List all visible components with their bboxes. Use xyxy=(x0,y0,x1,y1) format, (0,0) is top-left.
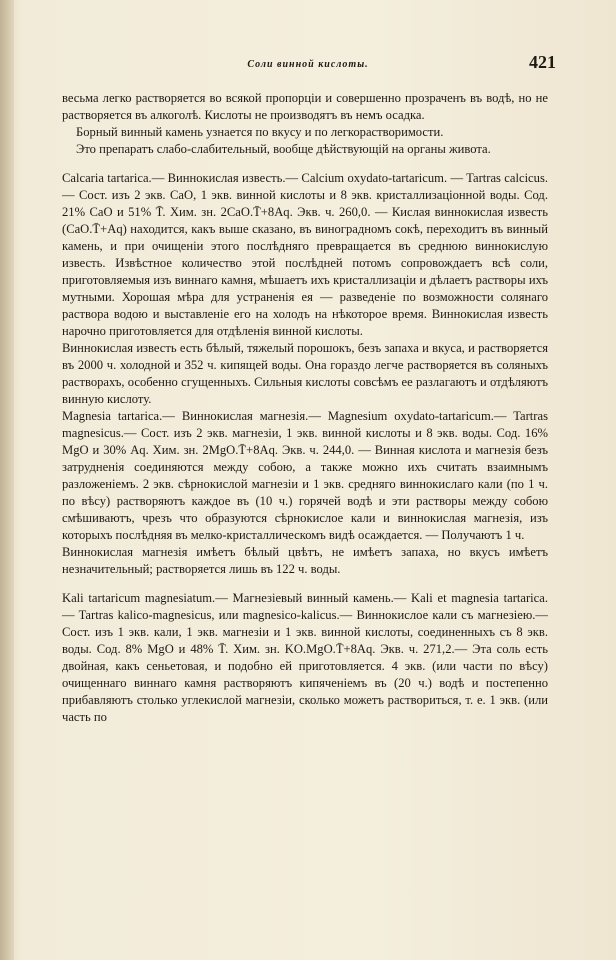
paragraph-calcium-properties: Виннокислая известь есть бѣлый, тяжелый порошокъ, безъ запаха и вкуса, и растворяется въ 2000 ч. холодной и 352 ч. кипящей воды. Она гораздо легче растворяется въ соляныхъ растворахъ, особенно сгущенныхъ. Сильныя кислоты совсѣмъ ее разлагаютъ и отдѣляютъ винную кислоту. xyxy=(62,341,548,406)
entry-calcaria-tartarica: Calcaria tartarica.— Виннокислая известь.— Calcium oxydato-tartaricum. — Tartras calcicus. — Сост. изъ 2 экв. CaO, 1 экв. винной кислоты и 8 экв. кристаллизаціонной воды. Сод. 21% CaO и 51% T̄. Хим. зн. 2CaO.T̄+8Aq. Экв. ч. 260,0. — Кислая виннокислая известь (CaO.T̄+Aq) находится, какъ выше сказано, въ виноградномъ сокѣ, переходитъ въ винный камень, и при очищеніи этого послѣдняго превращается въ среднюю виннокислую известь. Извѣстное количество этой послѣдней потомъ сопровождаетъ всѣ соли, приготовляемыя изъ виннаго камня, мѣшаетъ ихъ кристаллизаціи и дѣлаетъ растворы ихъ мутными. Хорошая мѣра для устраненія ея — разведеніе по возможности солянаго раствора водою и выставленіе его на холодъ на нѣкоторое время. Виннокислая известь нарочно приготовляется для отдѣленія винной кислоты. xyxy=(62,171,548,338)
paragraph-continuation: весьма легко растворяется во всякой пропорціи и совершенно прозраченъ въ водѣ, но не растворяется въ алкоголѣ. Кислоты не производятъ въ немъ осадка. xyxy=(62,91,548,122)
page-spine-shadow xyxy=(0,0,14,960)
page-number: 421 xyxy=(529,52,556,72)
paragraph-preparation: Это препаратъ слабо-слабительный, вообще дѣйствующій на органы живота. xyxy=(76,142,491,156)
paragraph-magnesia-properties: Виннокислая магнезія имѣетъ бѣлый цвѣтъ, не имѣетъ запаха, но вкусъ имѣетъ незначительный; растворяется лишь въ 122 ч. воды. xyxy=(62,545,548,576)
page-header xyxy=(60,52,556,76)
paragraph-borax-tartar: Борный винный камень узнается по вкусу и по легкорастворимости. xyxy=(76,125,444,139)
page-body xyxy=(62,90,548,726)
entry-kali-tartaricum-magnesiatum: Kali tartaricum magnesiatum.— Магнезіевый винный камень.— Kali et magnesia tartarica. — Tartras kalico-magnesicus, или magnesico-kalicus.— Виннокислое кали съ магнезіею.— Сост. изъ 1 экв. кали, 1 экв. магнезіи и 1 экв. винной кислоты, соединенныхъ съ 8 экв. воды. Сод. 8% MgO и 48% T̄. Хим. зн. KO.MgO.T̄+8Aq. Экв. ч. 271,2.— Эта соль есть двойная, какъ сеньетовая, и подобно ей приготовляется. 4 экв. (или части по вѣсу) очищеннаго виннаго камня растворяютъ кипяченіемъ въ (20 ч.) водѣ и постепенно прибавляютъ столько углекислой магнезіи, сколько можетъ раствориться, т. е. 1 экв. (или часть по xyxy=(62,591,548,724)
running-title: Соли винной кислоты. xyxy=(247,59,369,70)
entry-magnesia-tartarica: Magnesia tartarica.— Виннокислая магнезія.— Magnesium oxydato-tartaricum.— Tartras magnesicus.— Сост. изъ 2 экв. магнезіи, 1 экв. винной кислоты и 8 экв. воды. Сод. 16% MgO и 30% Aq. Хим. зн. 2MgO.T̄+8Aq. Экв. ч. 244,0. — Винная кислота и магнезія безъ затрудненія соединяются между собою, а также можно ихъ считать взаимнымъ разложеніемъ. 2 экв. сѣрнокислой магнезіи и 1 экв. средняго виннокислаго кали (по 1 ч. по вѣсу) растворяютъ каждое въ (10 ч.) горячей водѣ и эти растворы между собою смѣшиваютъ, чрезъ что образуются сѣрнокислое кали и виннокислая магнезія, изъ которыхъ послѣдняя въ мелко-кристаллическомъ видѣ осаждается. — Получаютъ 1 ч. xyxy=(62,409,548,542)
